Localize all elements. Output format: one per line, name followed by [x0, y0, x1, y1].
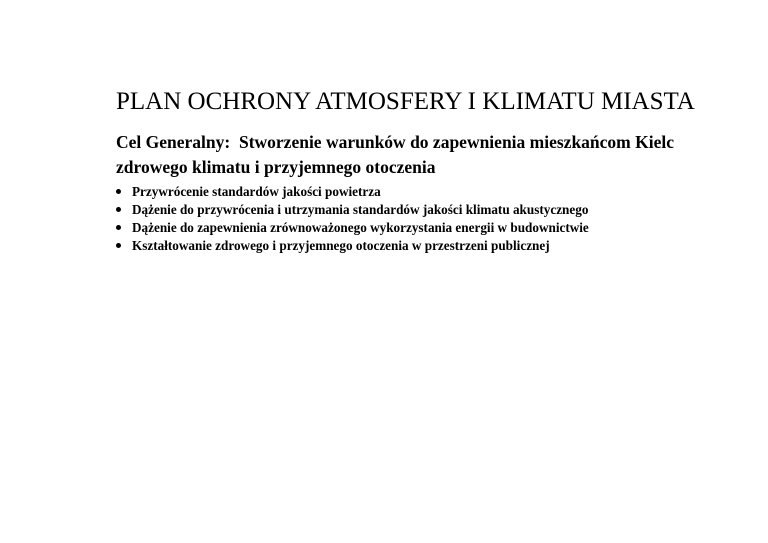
list-item-text: Dążenie do przywrócenia i utrzymania standardów jakości klimatu akustycznego — [132, 202, 589, 217]
bullet-dot-icon — [116, 243, 121, 248]
bullet-dot-icon — [116, 189, 121, 194]
objectives-list — [116, 183, 589, 255]
general-goal-line-1: Cel Generalny: Stworzenie warunków do zapewnienia mieszkańcom Kielc — [116, 132, 675, 152]
list-item — [116, 201, 589, 219]
bullet-dot-icon — [116, 207, 121, 212]
list-item-text: Dążenie do zapewnienia zrównoważonego wykorzystania energii w budownictwie — [132, 220, 589, 235]
general-goal — [116, 130, 716, 180]
list-item — [116, 219, 589, 237]
list-item-text: Kształtowanie zdrowego i przyjemnego otoczenia w przestrzeni publicznej — [132, 238, 550, 253]
page-title: PLAN OCHRONY ATMOSFERY I KLIMATU MIASTA — [116, 88, 695, 115]
general-goal-line-2: zdrowego klimatu i przyjemnego otoczenia — [116, 157, 436, 177]
list-item — [116, 183, 589, 201]
bullet-dot-icon — [116, 225, 121, 230]
list-item-text: Przywrócenie standardów jakości powietrza — [132, 184, 381, 199]
list-item — [116, 237, 589, 255]
